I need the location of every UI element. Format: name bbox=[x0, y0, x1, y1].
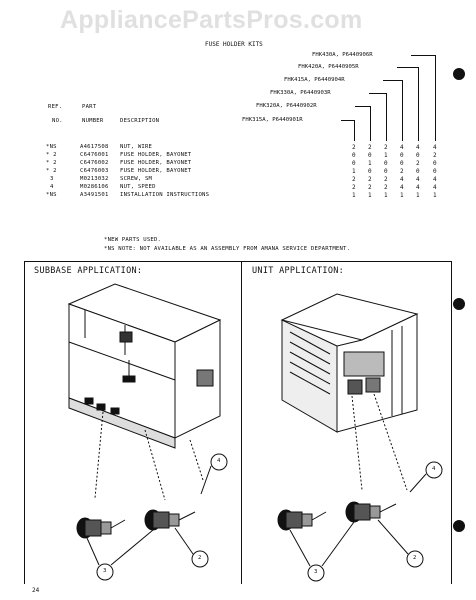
callout-right-3: 3 bbox=[314, 569, 318, 575]
note-ns: *NS NOTE: NOT AVAILABLE AS AN ASSEMBLY FROM AMANA SERVICE DEPARTMENT. bbox=[104, 246, 351, 252]
row-ref: 4 bbox=[50, 184, 54, 190]
qty: 1 bbox=[368, 160, 372, 167]
qty: 4 bbox=[433, 176, 437, 183]
row-ref: * 2 bbox=[46, 152, 57, 158]
qty: 0 bbox=[433, 168, 437, 175]
row-part: A4617508 bbox=[80, 144, 109, 150]
row-desc: INSTALLATION INSTRUCTIONS bbox=[120, 192, 210, 198]
unit-diagram bbox=[242, 280, 451, 585]
qty: 0 bbox=[416, 152, 420, 159]
model-leader bbox=[355, 106, 370, 107]
model-leader bbox=[418, 67, 419, 141]
qty: 2 bbox=[384, 184, 388, 191]
qty: 1 bbox=[433, 192, 437, 199]
section-divider-top bbox=[24, 261, 452, 262]
model-leader bbox=[386, 93, 387, 141]
row-desc: SCREW, SM bbox=[120, 176, 153, 182]
qty: 4 bbox=[416, 176, 420, 183]
qty: 4 bbox=[416, 144, 420, 151]
qty: 0 bbox=[352, 160, 356, 167]
binder-hole-top bbox=[453, 68, 465, 80]
qty: 2 bbox=[368, 184, 372, 191]
callout-left-3: 3 bbox=[103, 568, 107, 574]
note-new-parts: *NEW PARTS USED. bbox=[104, 237, 162, 243]
model-leader bbox=[383, 80, 402, 81]
qty: 2 bbox=[384, 176, 388, 183]
qty: 1 bbox=[416, 192, 420, 199]
model-leader bbox=[411, 55, 435, 56]
qty: 2 bbox=[368, 176, 372, 183]
qty: 0 bbox=[416, 168, 420, 175]
qty: 4 bbox=[400, 176, 404, 183]
qty: 4 bbox=[400, 144, 404, 151]
model-leader bbox=[354, 120, 355, 141]
row-ref: *NS bbox=[46, 192, 57, 198]
subbase-diagram bbox=[25, 280, 240, 585]
right-border bbox=[451, 262, 452, 584]
qty: 0 bbox=[368, 168, 372, 175]
qty: 1 bbox=[352, 168, 356, 175]
header-ref: REF. bbox=[48, 104, 63, 110]
row-desc: NUT, WIRE bbox=[120, 144, 153, 150]
qty: 1 bbox=[352, 192, 356, 199]
row-ref: * 2 bbox=[46, 160, 57, 166]
row-part: C6476003 bbox=[80, 168, 109, 174]
model-leader bbox=[341, 120, 354, 121]
qty: 2 bbox=[352, 144, 356, 151]
row-part: C6476001 bbox=[80, 152, 109, 158]
row-part: A3491501 bbox=[80, 192, 109, 198]
row-desc: NUT, SPEED bbox=[120, 184, 156, 190]
model-leader bbox=[369, 93, 386, 94]
model-leader bbox=[370, 106, 371, 141]
row-part: C6476002 bbox=[80, 160, 109, 166]
subbase-section-title: SUBBASE APPLICATION: bbox=[34, 266, 143, 276]
unit-front bbox=[282, 320, 337, 432]
row-desc: FUSE HOLDER, BAYONET bbox=[120, 152, 192, 158]
model-label: FHK315A, P6440901R bbox=[242, 117, 303, 123]
model-leader bbox=[435, 55, 436, 141]
qty: 4 bbox=[416, 184, 420, 191]
model-leader bbox=[402, 80, 403, 141]
callout-right-2: 2 bbox=[413, 555, 417, 561]
qty: 0 bbox=[400, 152, 404, 159]
fuse-holder-left bbox=[278, 510, 326, 530]
qty: 2 bbox=[433, 152, 437, 159]
qty: 2 bbox=[352, 184, 356, 191]
qty: 0 bbox=[384, 160, 388, 167]
header-no: NO. bbox=[52, 118, 63, 124]
qty: 1 bbox=[400, 192, 404, 199]
qty: 0 bbox=[400, 160, 404, 167]
model-label: FHK430A, P6440906R bbox=[312, 52, 373, 58]
row-desc: FUSE HOLDER, BAYONET bbox=[120, 160, 192, 166]
qty: 4 bbox=[433, 184, 437, 191]
page-number: 24 bbox=[32, 587, 40, 594]
qty: 1 bbox=[384, 192, 388, 199]
qty: 1 bbox=[384, 152, 388, 159]
qty: 0 bbox=[352, 152, 356, 159]
row-ref: *NS bbox=[46, 144, 57, 150]
fuse-holder-right bbox=[346, 502, 396, 522]
callout-left-2: 2 bbox=[198, 555, 202, 561]
watermark: AppliancePartsPros.com bbox=[60, 6, 363, 34]
row-ref: 3 bbox=[50, 176, 54, 182]
qty: 4 bbox=[433, 144, 437, 151]
qty: 0 bbox=[384, 168, 388, 175]
qty: 1 bbox=[368, 192, 372, 199]
callout-right-4: 4 bbox=[432, 466, 436, 472]
callout-left-4: 4 bbox=[217, 458, 221, 464]
row-part: M0286106 bbox=[80, 184, 109, 190]
qty: 2 bbox=[384, 144, 388, 151]
row-desc: FUSE HOLDER, BAYONET bbox=[120, 168, 192, 174]
unit-section-title: UNIT APPLICATION: bbox=[252, 266, 345, 276]
page-title: FUSE HOLDER KITS bbox=[205, 41, 263, 48]
qty: 0 bbox=[433, 160, 437, 167]
header-part: PART bbox=[82, 104, 97, 110]
fuse-holder-right bbox=[145, 510, 195, 530]
row-ref: * 2 bbox=[46, 168, 57, 174]
model-leader bbox=[397, 67, 418, 68]
row-part: M0213032 bbox=[80, 176, 109, 182]
model-label: FHK320A, P6440902R bbox=[256, 103, 317, 109]
qty: 0 bbox=[368, 152, 372, 159]
qty: 2 bbox=[352, 176, 356, 183]
qty: 4 bbox=[400, 184, 404, 191]
header-description: DESCRIPTION bbox=[120, 118, 160, 124]
fuse-holder-left bbox=[77, 518, 125, 538]
header-number: NUMBER bbox=[82, 118, 104, 124]
model-label: FHK415A, P6440904R bbox=[284, 77, 345, 83]
qty: 2 bbox=[368, 144, 372, 151]
model-label: FHK420A, P6440905R bbox=[298, 64, 359, 70]
model-label: FHK330A, P6440903R bbox=[270, 90, 331, 96]
qty: 2 bbox=[416, 160, 420, 167]
binder-hole-bottom bbox=[453, 520, 465, 532]
binder-hole-middle bbox=[453, 298, 465, 310]
qty: 2 bbox=[400, 168, 404, 175]
